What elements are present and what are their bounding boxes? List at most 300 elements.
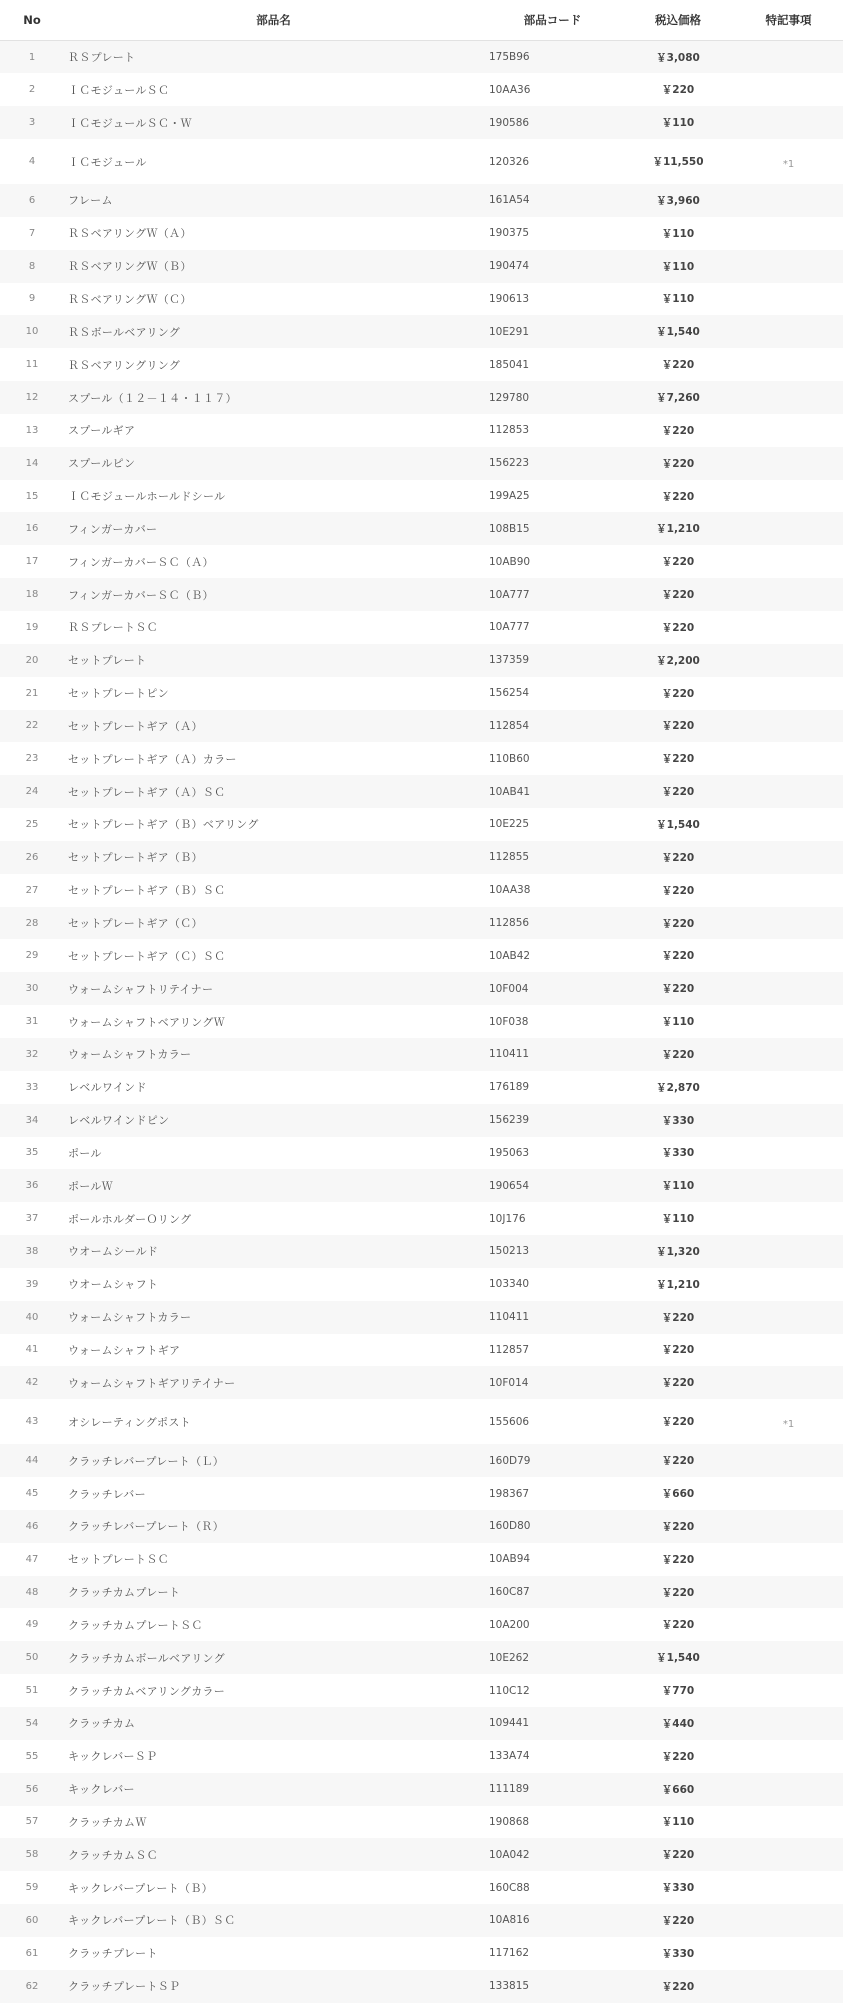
table-row <box>0 1444 843 1477</box>
cell-no: 58 <box>25 1849 39 1861</box>
cell-note <box>734 874 843 907</box>
cell-price: ￥440 <box>661 1717 695 1730</box>
cell-code: 117162 <box>489 1947 530 1960</box>
cell-note <box>734 73 843 106</box>
table-row <box>0 611 843 644</box>
table-row <box>0 1235 843 1268</box>
table-row <box>0 1871 843 1904</box>
cell-note <box>734 841 843 874</box>
cell-name: ＩＣモジュールＳＣ・Ｗ <box>68 116 192 130</box>
cell-price: ￥3,960 <box>656 194 700 207</box>
cell-note: *1 <box>782 159 795 171</box>
cell-no: 31 <box>25 1016 39 1028</box>
cell-price: ￥220 <box>661 917 695 930</box>
cell-code: 198367 <box>489 1487 530 1500</box>
table-row <box>0 139 843 184</box>
cell-no: 17 <box>25 556 39 568</box>
cell-name: スプール（１２－１４・１１７） <box>68 391 237 405</box>
cell-note <box>734 644 843 677</box>
table-row <box>0 907 843 940</box>
cell-no: 25 <box>25 818 39 830</box>
cell-price: ￥220 <box>661 1553 695 1566</box>
column-header-no: No <box>0 0 64 41</box>
cell-note <box>734 1543 843 1576</box>
table-row <box>0 1543 843 1576</box>
cell-name: ウォームシャフトギア <box>68 1343 181 1357</box>
parts-table-header <box>0 0 843 41</box>
cell-code: 112857 <box>489 1343 530 1356</box>
table-row <box>0 73 843 106</box>
cell-name: クラッチカムＳＣ <box>68 1848 158 1862</box>
cell-price: ￥110 <box>661 227 695 240</box>
table-row <box>0 939 843 972</box>
cell-price: ￥110 <box>661 1816 695 1829</box>
cell-code: 160D80 <box>489 1520 531 1533</box>
table-row <box>0 184 843 217</box>
cell-code: 10A200 <box>489 1618 530 1631</box>
cell-no: 28 <box>25 917 39 929</box>
cell-price: ￥220 <box>661 1750 695 1763</box>
cell-price: ￥1,540 <box>656 818 700 831</box>
cell-no: 39 <box>25 1278 39 1290</box>
cell-name: クラッチカムプレートＳＣ <box>68 1618 203 1632</box>
table-row <box>0 250 843 283</box>
cell-price: ￥110 <box>661 1016 695 1029</box>
cell-name: ＲＳベアリングＷ（Ａ） <box>68 227 192 241</box>
table-row <box>0 710 843 743</box>
cell-code: 10AA38 <box>489 884 531 897</box>
cell-code: 156254 <box>489 687 530 700</box>
cell-code: 112853 <box>489 424 530 437</box>
cell-name: セットプレート <box>68 654 147 668</box>
cell-note <box>734 184 843 217</box>
cell-note <box>734 1444 843 1477</box>
cell-price: ￥220 <box>661 884 695 897</box>
cell-price: ￥1,210 <box>656 523 700 536</box>
cell-note <box>734 1301 843 1334</box>
cell-note <box>734 1169 843 1202</box>
cell-name: クラッチプレート <box>68 1947 158 1961</box>
cell-note <box>734 972 843 1005</box>
cell-name: セットプレートギア（Ａ）ＳＣ <box>68 785 226 799</box>
cell-code: 190375 <box>489 227 530 240</box>
table-row <box>0 1740 843 1773</box>
cell-price: ￥330 <box>661 1947 695 1960</box>
table-row <box>0 1137 843 1170</box>
cell-no: 22 <box>25 720 39 732</box>
cell-price: ￥1,540 <box>656 326 700 339</box>
cell-no: 20 <box>25 654 39 666</box>
cell-note <box>734 1576 843 1609</box>
cell-no: 35 <box>25 1147 39 1159</box>
cell-note <box>734 414 843 447</box>
cell-note <box>734 381 843 414</box>
cell-note <box>734 1235 843 1268</box>
table-row <box>0 1576 843 1609</box>
cell-no: 6 <box>28 194 36 206</box>
cell-price: ￥220 <box>661 851 695 864</box>
cell-name: ウオームシャフト <box>68 1278 159 1292</box>
cell-price: ￥220 <box>661 687 695 700</box>
cell-note <box>734 1202 843 1235</box>
table-row <box>0 1334 843 1367</box>
cell-no: 8 <box>28 260 36 272</box>
cell-price: ￥1,540 <box>656 1652 700 1665</box>
cell-name: ＩＣモジュールホールドシール <box>68 490 226 504</box>
cell-no: 15 <box>25 490 39 502</box>
cell-no: 21 <box>25 687 39 699</box>
cell-no: 33 <box>25 1081 39 1093</box>
cell-price: ￥220 <box>661 589 695 602</box>
cell-price: ￥220 <box>661 786 695 799</box>
cell-note: *1 <box>782 1419 795 1431</box>
cell-no: 55 <box>25 1750 39 1762</box>
cell-name: クラッチカムベアリングカラー <box>68 1684 226 1698</box>
cell-code: 160C87 <box>489 1586 530 1599</box>
cell-note <box>734 939 843 972</box>
cell-price: ￥110 <box>661 117 695 130</box>
cell-no: 13 <box>25 424 39 436</box>
cell-code: 190654 <box>489 1179 530 1192</box>
cell-name: セットプレートギア（Ｂ） <box>68 851 203 865</box>
cell-price: ￥3,080 <box>656 51 700 64</box>
cell-name: レベルワインドピン <box>68 1114 170 1128</box>
table-row <box>0 1202 843 1235</box>
cell-name: ＲＳプレート <box>68 51 136 65</box>
cell-note <box>734 907 843 940</box>
cell-no: 34 <box>25 1114 39 1126</box>
cell-price: ￥2,200 <box>656 654 700 667</box>
cell-name: ウォームシャフトベアリングＷ <box>68 1015 225 1029</box>
cell-price: ￥220 <box>661 1980 695 1993</box>
cell-name: クラッチプレートＳＰ <box>68 1980 181 1994</box>
cell-name: ウォームシャフトギアリテイナー <box>68 1376 236 1390</box>
cell-no: 1 <box>28 51 36 63</box>
cell-no: 27 <box>25 884 39 896</box>
cell-no: 41 <box>25 1344 39 1356</box>
cell-price: ￥220 <box>661 1377 695 1390</box>
cell-code: 10A816 <box>489 1914 530 1927</box>
cell-note <box>734 250 843 283</box>
cell-note <box>734 545 843 578</box>
cell-name: ＲＳプレートＳＣ <box>68 621 158 635</box>
cell-note <box>734 41 843 74</box>
cell-name: ポールＷ <box>68 1179 113 1193</box>
cell-price: ￥220 <box>661 1586 695 1599</box>
table-row <box>0 1641 843 1674</box>
cell-price: ￥220 <box>661 983 695 996</box>
cell-price: ￥220 <box>661 1048 695 1061</box>
cell-no: 30 <box>25 983 39 995</box>
cell-code: 150213 <box>489 1245 530 1258</box>
cell-name: ウオームシールド <box>68 1245 159 1259</box>
cell-code: 160D79 <box>489 1454 531 1467</box>
cell-price: ￥2,870 <box>656 1081 700 1094</box>
cell-no: 51 <box>25 1685 39 1697</box>
cell-no: 59 <box>25 1882 39 1894</box>
cell-code: 176189 <box>489 1081 530 1094</box>
cell-note <box>734 611 843 644</box>
table-row <box>0 644 843 677</box>
table-row <box>0 1674 843 1707</box>
cell-name: フィンガーカバーＳＣ（Ｂ） <box>68 588 214 602</box>
cell-no: 19 <box>25 621 39 633</box>
cell-name: キックレバープレート（Ｂ） <box>68 1881 213 1895</box>
cell-name: セットプレートＳＣ <box>68 1553 169 1567</box>
table-row <box>0 447 843 480</box>
cell-note <box>734 1838 843 1871</box>
cell-price: ￥220 <box>661 621 695 634</box>
cell-no: 7 <box>28 227 36 239</box>
cell-name: ＩＣモジュール <box>68 155 147 169</box>
cell-name: キックレバーＳＰ <box>68 1750 158 1764</box>
cell-name: クラッチレバープレート（Ｌ） <box>68 1454 224 1468</box>
column-header-code: 部品コード <box>483 0 622 41</box>
cell-name: フレーム <box>68 194 113 208</box>
table-row <box>0 480 843 513</box>
cell-name: クラッチカム <box>68 1717 136 1731</box>
cell-price: ￥220 <box>661 1914 695 1927</box>
cell-code: 10AB94 <box>489 1553 531 1566</box>
cell-no: 44 <box>25 1455 39 1467</box>
cell-name: クラッチカムボールベアリング <box>68 1651 225 1665</box>
cell-price: ￥1,320 <box>656 1245 700 1258</box>
cell-name: ＲＳベアリングＷ（Ｂ） <box>68 260 192 274</box>
cell-code: 112856 <box>489 917 530 930</box>
cell-price: ￥220 <box>661 1416 695 1429</box>
cell-no: 2 <box>28 84 36 96</box>
cell-note <box>734 447 843 480</box>
table-row <box>0 106 843 139</box>
cell-name: キックレバープレート（Ｂ）ＳＣ <box>68 1914 236 1928</box>
table-row <box>0 677 843 710</box>
cell-name: ＲＳベアリングリング <box>68 358 181 372</box>
cell-name: レベルワインド <box>68 1081 147 1095</box>
cell-code: 133A74 <box>489 1750 530 1763</box>
cell-note <box>734 1608 843 1641</box>
cell-price: ￥220 <box>661 1344 695 1357</box>
cell-name: クラッチレバー <box>68 1487 146 1501</box>
cell-price: ￥220 <box>661 1520 695 1533</box>
cell-code: 10AB41 <box>489 785 531 798</box>
cell-code: 10E225 <box>489 818 530 831</box>
cell-no: 16 <box>25 523 39 535</box>
table-row <box>0 414 843 447</box>
cell-code: 190868 <box>489 1815 530 1828</box>
cell-price: ￥110 <box>661 1213 695 1226</box>
cell-no: 18 <box>25 589 39 601</box>
cell-name: クラッチレバープレート（Ｒ） <box>68 1520 224 1534</box>
table-row <box>0 775 843 808</box>
cell-code: 133815 <box>489 1980 530 1993</box>
cell-code: 10E262 <box>489 1651 530 1664</box>
cell-note <box>734 710 843 743</box>
cell-no: 40 <box>25 1311 39 1323</box>
cell-note <box>734 1707 843 1740</box>
cell-code: 10A777 <box>489 588 530 601</box>
cell-name: ウォームシャフトカラー <box>68 1048 192 1062</box>
cell-code: 109441 <box>489 1717 530 1730</box>
cell-note <box>734 1773 843 1806</box>
cell-name: オシレーティングポスト <box>68 1415 191 1429</box>
cell-price: ￥660 <box>661 1488 695 1501</box>
cell-name: ポール <box>68 1146 102 1160</box>
cell-code: 110411 <box>489 1311 530 1324</box>
cell-code: 129780 <box>489 391 530 404</box>
cell-note <box>734 1641 843 1674</box>
table-row <box>0 1301 843 1334</box>
cell-code: 10A042 <box>489 1848 530 1861</box>
cell-no: 36 <box>25 1180 39 1192</box>
table-row <box>0 1937 843 1970</box>
cell-no: 50 <box>25 1652 39 1664</box>
cell-note <box>734 578 843 611</box>
cell-code: 108B15 <box>489 522 530 535</box>
cell-note <box>734 1137 843 1170</box>
cell-code: 103340 <box>489 1278 530 1291</box>
cell-name: クラッチカムプレート <box>68 1586 181 1600</box>
table-row <box>0 217 843 250</box>
cell-no: 57 <box>25 1816 39 1828</box>
cell-price: ￥220 <box>661 720 695 733</box>
cell-note <box>734 677 843 710</box>
table-row <box>0 1608 843 1641</box>
cell-price: ￥330 <box>661 1114 695 1127</box>
cell-price: ￥11,550 <box>652 156 704 169</box>
table-row <box>0 1806 843 1839</box>
cell-name: セットプレートギア（Ａ） <box>68 719 203 733</box>
table-row <box>0 1970 843 2003</box>
cell-code: 111189 <box>489 1783 530 1796</box>
cell-price: ￥220 <box>661 1619 695 1632</box>
table-row <box>0 41 843 74</box>
cell-name: ＲＳベアリングＷ（Ｃ） <box>68 292 192 306</box>
cell-note <box>734 1740 843 1773</box>
table-row <box>0 841 843 874</box>
cell-code: 160C88 <box>489 1881 530 1894</box>
cell-note <box>734 1334 843 1367</box>
cell-no: 32 <box>25 1048 39 1060</box>
cell-code: 161A54 <box>489 194 530 207</box>
cell-price: ￥110 <box>661 293 695 306</box>
cell-no: 10 <box>25 326 39 338</box>
cell-note <box>734 283 843 316</box>
cell-name: セットプレートピン <box>68 687 169 701</box>
cell-note <box>734 217 843 250</box>
table-row <box>0 1104 843 1137</box>
table-row <box>0 874 843 907</box>
cell-price: ￥660 <box>661 1783 695 1796</box>
cell-price: ￥7,260 <box>656 392 700 405</box>
cell-name: セットプレートギア（Ｃ）ＳＣ <box>68 949 226 963</box>
cell-code: 195063 <box>489 1146 530 1159</box>
cell-code: 156239 <box>489 1114 530 1127</box>
cell-code: 120326 <box>489 155 530 168</box>
cell-no: 23 <box>25 753 39 765</box>
table-row <box>0 1904 843 1937</box>
cell-code: 10AB42 <box>489 949 531 962</box>
cell-price: ￥330 <box>661 1882 695 1895</box>
cell-no: 62 <box>25 1980 39 1992</box>
cell-price: ￥1,210 <box>656 1278 700 1291</box>
cell-note <box>734 106 843 139</box>
cell-code: 190586 <box>489 116 530 129</box>
cell-note <box>734 512 843 545</box>
cell-note <box>734 315 843 348</box>
table-row <box>0 1268 843 1301</box>
cell-name: セットプレートギア（Ｂ）ベアリング <box>68 818 259 832</box>
cell-name: クラッチカムＷ <box>68 1815 147 1829</box>
cell-note <box>734 1268 843 1301</box>
cell-price: ￥220 <box>661 950 695 963</box>
cell-no: 37 <box>25 1213 39 1225</box>
cell-code: 10A777 <box>489 621 530 634</box>
cell-code: 10F038 <box>489 1015 529 1028</box>
cell-no: 61 <box>25 1947 39 1959</box>
cell-no: 47 <box>25 1553 39 1565</box>
cell-note <box>734 1510 843 1543</box>
column-header-note: 特記事項 <box>734 0 843 41</box>
cell-name: スプールピン <box>68 457 136 471</box>
cell-note <box>734 1005 843 1038</box>
parts-table-body <box>0 41 843 2003</box>
cell-no: 4 <box>28 156 36 168</box>
cell-no: 54 <box>25 1717 39 1729</box>
table-row <box>0 315 843 348</box>
cell-no: 60 <box>25 1914 39 1926</box>
cell-price: ￥220 <box>661 424 695 437</box>
cell-code: 10J176 <box>489 1212 526 1225</box>
cell-no: 48 <box>25 1586 39 1598</box>
cell-name: ウォームシャフトリテイナー <box>68 982 214 996</box>
cell-code: 10AA36 <box>489 83 531 96</box>
table-row <box>0 578 843 611</box>
cell-no: 26 <box>25 851 39 863</box>
table-row <box>0 1169 843 1202</box>
cell-note <box>734 1104 843 1137</box>
cell-price: ￥220 <box>661 556 695 569</box>
table-row <box>0 283 843 316</box>
cell-code: 190613 <box>489 292 530 305</box>
cell-code: 112855 <box>489 851 530 864</box>
cell-code: 155606 <box>489 1415 530 1428</box>
cell-code: 110411 <box>489 1048 530 1061</box>
cell-note <box>734 1904 843 1937</box>
cell-price: ￥220 <box>661 1849 695 1862</box>
header-row <box>0 0 843 41</box>
cell-no: 24 <box>25 786 39 798</box>
cell-no: 43 <box>25 1416 39 1428</box>
cell-price: ￥110 <box>661 260 695 273</box>
cell-code: 175B96 <box>489 51 530 64</box>
table-row <box>0 1510 843 1543</box>
cell-note <box>734 775 843 808</box>
column-header-price: 税込価格 <box>622 0 734 41</box>
table-row <box>0 1707 843 1740</box>
cell-name: セットプレートギア（Ａ）カラー <box>68 752 237 766</box>
table-row <box>0 1477 843 1510</box>
cell-name: ＲＳボールベアリング <box>68 325 181 339</box>
cell-note <box>734 1477 843 1510</box>
column-header-name: 部品名 <box>64 0 483 41</box>
cell-price: ￥110 <box>661 1180 695 1193</box>
cell-no: 42 <box>25 1377 39 1389</box>
cell-price: ￥220 <box>661 84 695 97</box>
cell-price: ￥330 <box>661 1147 695 1160</box>
cell-code: 10F004 <box>489 982 529 995</box>
cell-no: 56 <box>25 1783 39 1795</box>
cell-note <box>734 742 843 775</box>
